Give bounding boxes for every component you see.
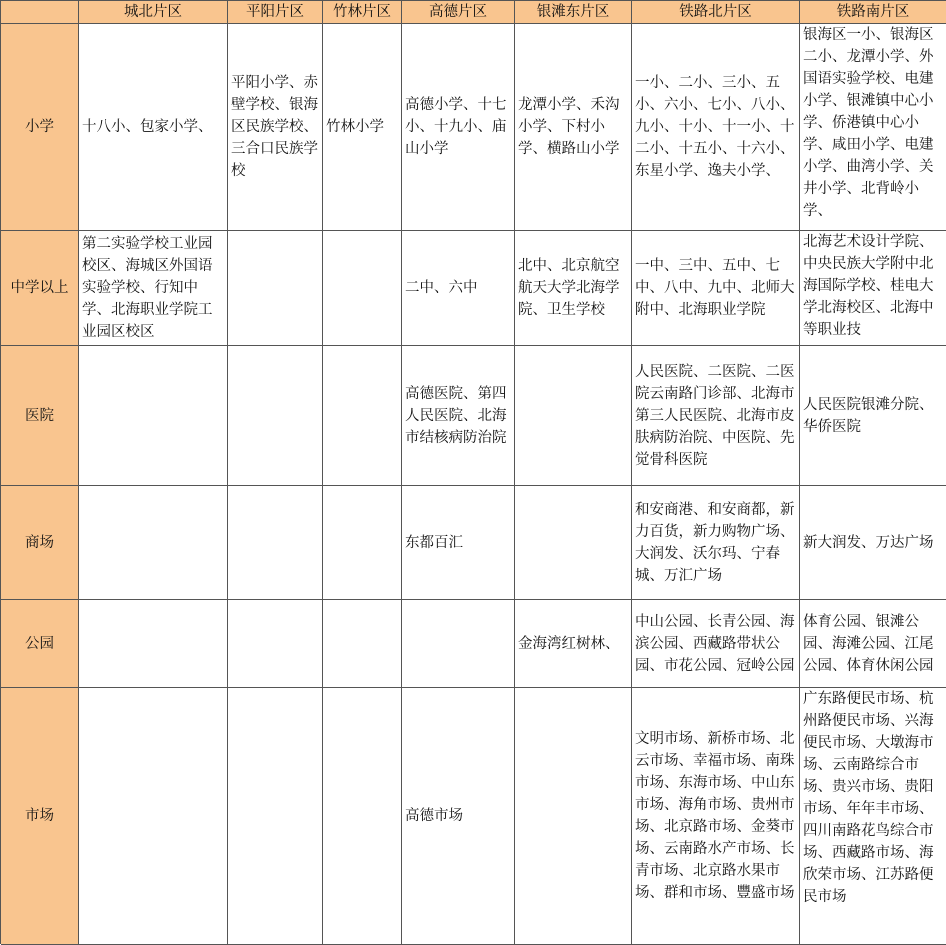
table-cell <box>228 486 323 600</box>
cell-text: 竹林小学 <box>326 119 384 135</box>
header-text: 平阳片区 <box>246 4 304 20</box>
table-cell <box>228 24 323 231</box>
table-cell <box>515 24 632 231</box>
table-cell <box>632 688 800 945</box>
cell-text: 广东路便民市场、杭州路便民市场、兴海便民市场、大墩海市场、云南路综合市场、贵兴市场、贵阳市场、年年丰市场、四川南路花鸟综合市场、西藏路市场、海欣荣市场、江苏路便民市场 <box>803 691 934 905</box>
table-cell <box>632 231 800 346</box>
cell-text: 平阳小学、赤壁学校、银海区民族学校、三合口民族学校 <box>231 75 318 179</box>
row-label-text: 医院 <box>25 407 54 424</box>
table-cell <box>79 346 228 486</box>
table-cell <box>515 688 632 945</box>
cell-text: 体育公园、银滩公园、海滩公园、江尾公园、体育休闲公园 <box>803 613 934 674</box>
cell-text: 东都百汇 <box>405 534 463 551</box>
header-text: 高德片区 <box>429 4 487 20</box>
table-cell <box>79 24 228 231</box>
table-cell <box>323 688 402 945</box>
cell-text: 十八小、包家小学、 <box>82 119 213 135</box>
table-cell <box>402 688 515 945</box>
cell-text: 一中、三中、五中、七中、八中、九中、北师大附中、北海职业学院 <box>635 258 795 318</box>
table-cell <box>79 486 228 600</box>
row-label-text: 小学 <box>25 119 54 135</box>
table-cell <box>402 24 515 231</box>
table-cell <box>323 486 402 600</box>
row-label-secondary <box>1 231 79 346</box>
table-cell <box>323 346 402 486</box>
table-cell <box>515 346 632 486</box>
table-cell <box>800 231 946 346</box>
cell-text: 新大润发、万达广场 <box>803 534 934 551</box>
header-text: 竹林片区 <box>333 4 391 20</box>
cell-text: 银海区一小、银海区二小、龙潭小学、外国语实验学校、电建小学、银滩镇中心小学、侨港镇中心小学、咸田小学、电建小学、曲湾小学、关井小学、北背岭小学、 <box>803 27 934 219</box>
cell-text: 第二实验学校工业园校区、海城区外国语实验学校、行知中学、北海职业学院工业园区校区 <box>82 236 213 340</box>
row-label-hospital <box>1 346 79 486</box>
cell-text: 人民医院银滩分院、华侨医院 <box>803 396 934 435</box>
header-yintan-east <box>515 1 632 24</box>
header-corner <box>1 1 79 24</box>
table-cell <box>323 24 402 231</box>
row-label-primary <box>1 24 79 231</box>
header-pingyang <box>228 1 323 24</box>
cell-text: 文明市场、新桥市场、北云市场、幸福市场、南珠市场、东海市场、中山东市场、海角市场、贵州市场、北京路市场、金葵市场、云南路水产市场、长青市场、北京路水果市场、群和市场、豐盛市场 <box>635 731 795 901</box>
table-cell <box>402 486 515 600</box>
table-cell <box>228 346 323 486</box>
cell-text: 人民医院、二医院、二医院云南路门诊部、北海市第三人民医院、北海市皮肤病防治院、中医院、先觉骨科医院 <box>635 363 795 468</box>
table-cell <box>800 486 946 600</box>
table-cell <box>800 346 946 486</box>
table-cell <box>632 486 800 600</box>
table-cell <box>800 600 946 688</box>
table-cell <box>228 600 323 688</box>
cell-text: 一小、二小、三小、五小、六小、七小、八小、九小、十小、十一小、十二小、十五小、十六小、东星小学、逸夫小学、 <box>635 75 795 179</box>
row-label-text: 市场 <box>25 808 54 824</box>
cell-text: 金海湾红树林、 <box>518 635 620 652</box>
row-label-park <box>1 600 79 688</box>
cell-text: 北海艺术设计学院、中央民族大学附中北海国际学校、桂电大学北海校区、北海中等职业技 <box>803 234 934 338</box>
row-label-mall <box>1 486 79 600</box>
table-cell <box>515 231 632 346</box>
header-text: 城北片区 <box>124 4 182 20</box>
cell-text: 高德小学、十七小、十九小、庙山小学 <box>405 97 507 157</box>
header-zhulin <box>323 1 402 24</box>
table-cell <box>228 231 323 346</box>
row-label-text: 中学以上 <box>10 280 69 296</box>
header-gaode <box>402 1 515 24</box>
table-cell <box>632 346 800 486</box>
table-cell <box>323 231 402 346</box>
cell-text: 二中、六中 <box>405 280 478 296</box>
table-cell <box>79 600 228 688</box>
header-text: 铁路北片区 <box>679 4 752 20</box>
cell-text: 高德医院、第四人民医院、北海市结核病防治院 <box>405 385 507 446</box>
cell-text: 和安商港、和安商都，新力百货，新力购物广场、大润发、沃尔玛、宁春城、万汇广场 <box>635 501 795 584</box>
table-cell <box>79 688 228 945</box>
table-cell <box>800 24 946 231</box>
cell-text: 中山公园、长青公园、海滨公园、西藏路带状公园、市花公园、冠岭公园 <box>635 613 795 674</box>
cell-text: 龙潭小学、禾沟小学、下村小学、横路山小学 <box>518 97 620 157</box>
header-text: 铁路南片区 <box>836 4 910 20</box>
table-cell <box>515 486 632 600</box>
table-cell <box>632 600 800 688</box>
table-cell <box>402 600 515 688</box>
table-cell <box>515 600 632 688</box>
header-railway-north <box>632 1 800 24</box>
cell-text: 北中、北京航空航天大学北海学院、卫生学校 <box>518 258 620 318</box>
table-cell <box>632 24 800 231</box>
header-text: 银滩东片区 <box>536 4 610 20</box>
header-railway-south <box>800 1 946 24</box>
row-label-text: 商场 <box>25 534 54 551</box>
table-cell <box>228 688 323 945</box>
table-cell <box>800 688 946 945</box>
table-cell <box>402 231 515 346</box>
row-label-text: 公园 <box>25 635 54 652</box>
table-cell <box>323 600 402 688</box>
header-chengbei <box>79 1 228 24</box>
cell-text: 高德市场 <box>405 808 463 824</box>
table-cell <box>402 346 515 486</box>
row-label-market <box>1 688 79 945</box>
table-cell <box>79 231 228 346</box>
